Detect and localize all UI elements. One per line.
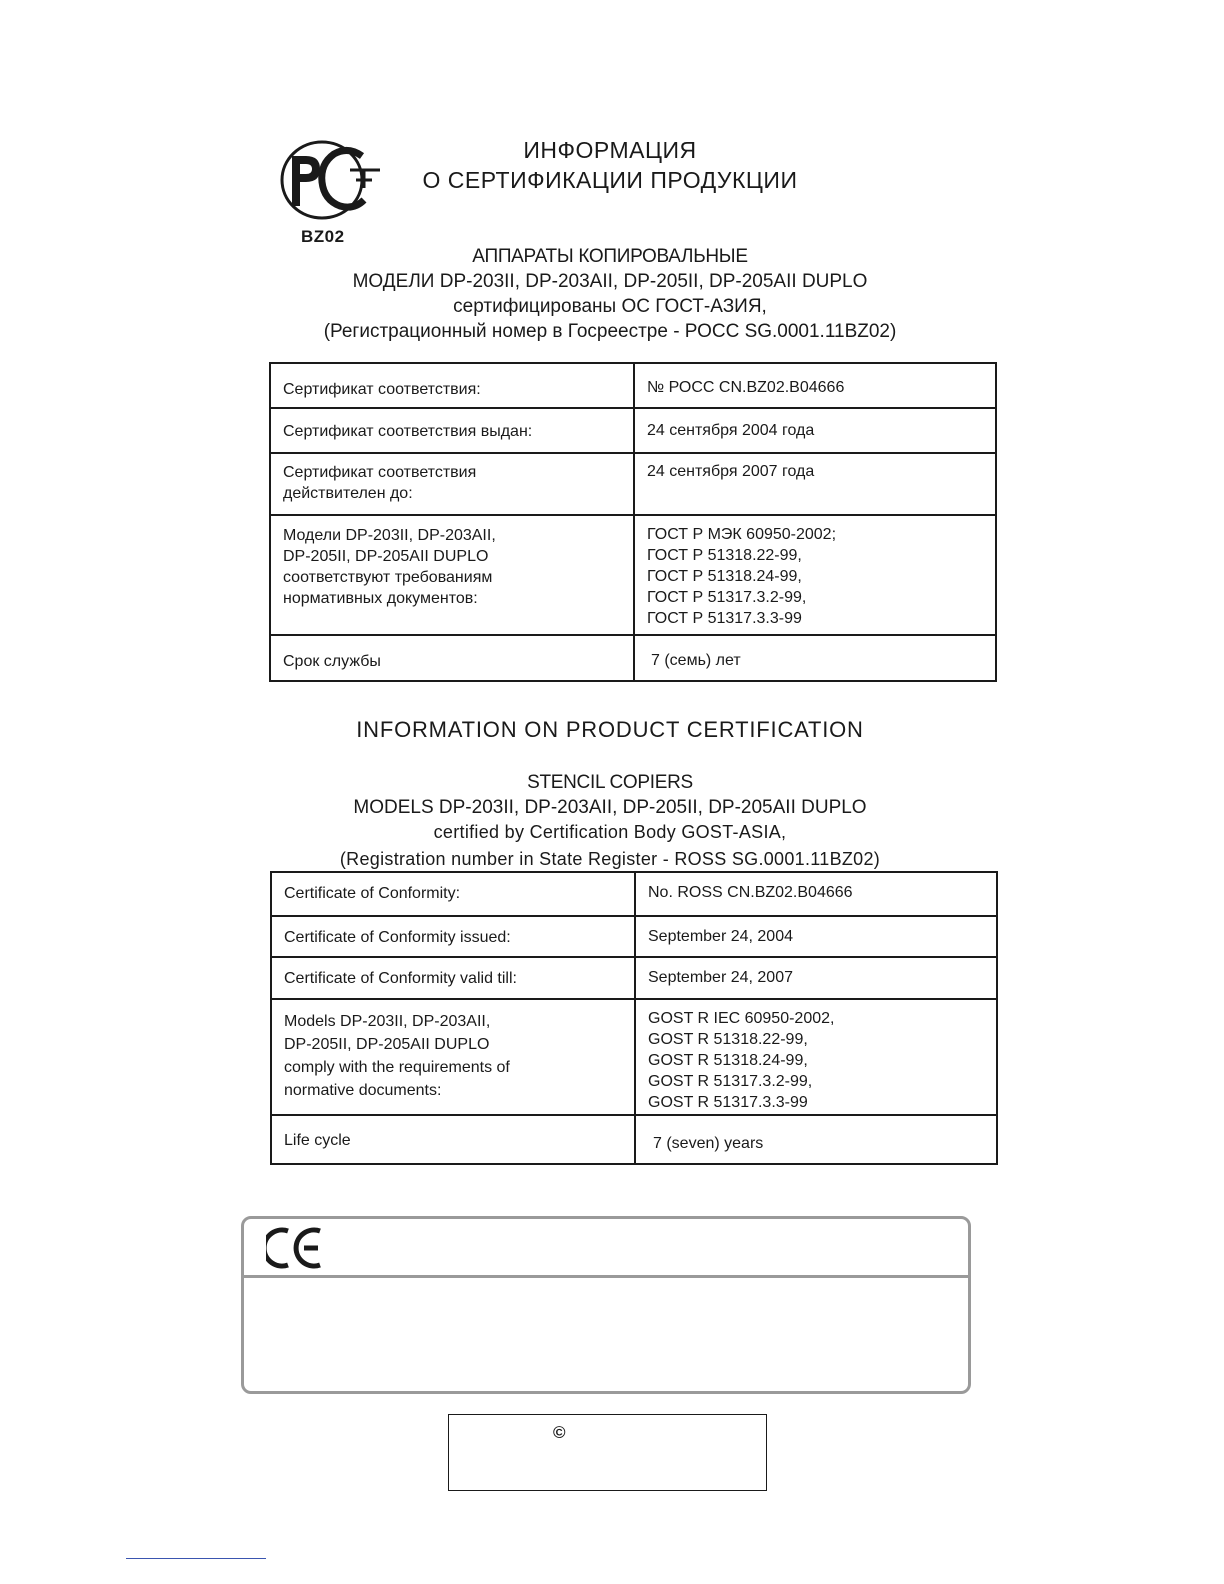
en-title: INFORMATION ON PRODUCT CERTIFICATION xyxy=(356,717,864,742)
certification-body-code: BZ02 xyxy=(301,227,345,246)
ru-registration-number: (Регистрационный номер в Госреестре - РОСС SG.0001.11BZ02) xyxy=(323,321,897,342)
table-row xyxy=(271,957,997,999)
ru-title-line1: ИНФОРМАЦИЯ xyxy=(523,137,697,163)
table-value-cell: ГОСТ Р МЭК 60950-2002; ГОСТ Р 51318.22-99, ГОСТ Р 51318.24-99, ГОСТ Р 51317.3.2-99, ГОСТ Р 51317.3.3-99 xyxy=(634,515,996,635)
table-label-cell: Certificate of Conformity issued: xyxy=(271,916,635,957)
table-row xyxy=(270,453,996,515)
en-certified-by: certified by Certification Body GOST-ASIA, xyxy=(433,822,787,842)
table-row xyxy=(271,999,997,1115)
footnote-divider xyxy=(126,1558,266,1559)
table-row xyxy=(270,515,996,635)
rst-certification-logo-icon xyxy=(276,136,386,226)
en-models: MODELS DP-203II, DP-203AII, DP-205II, DP-205AII DUPLO xyxy=(353,797,867,818)
table-value-cell: 24 сентября 2007 года xyxy=(634,453,996,515)
ru-certification-table xyxy=(269,362,997,682)
table-value-cell: No. ROSS CN.BZ02.B04666 xyxy=(635,872,997,916)
table-row xyxy=(271,872,997,916)
table-label-cell: Сертификат соответствия: xyxy=(270,363,634,408)
ru-title-line2: О СЕРТИФИКАЦИИ ПРОДУКЦИИ xyxy=(422,167,798,193)
table-row xyxy=(270,408,996,453)
table-value-cell: 7 (seven) years xyxy=(635,1115,997,1164)
table-label-cell: Life cycle xyxy=(271,1115,635,1164)
ce-box-divider xyxy=(244,1275,968,1278)
table-label-cell: Срок службы xyxy=(270,635,634,681)
table-label-cell: Models DP-203II, DP-203AII, DP-205II, DP-205AII DUPLO comply with the requirements of normative documents: xyxy=(271,999,635,1115)
en-product-type: STENCIL COPIERS xyxy=(527,772,693,793)
table-row xyxy=(271,916,997,957)
table-row xyxy=(271,1115,997,1164)
table-label-cell: Сертификат соответствия выдан: xyxy=(270,408,634,453)
table-value-cell: September 24, 2004 xyxy=(635,916,997,957)
copyright-box xyxy=(448,1414,767,1491)
table-value-cell: GOST R IEC 60950-2002, GOST R 51318.22-99, GOST R 51318.24-99, GOST R 51317.3.2-99, GOST R 51317.3.3-99 xyxy=(635,999,997,1115)
ru-certified-by: сертифицированы ОС ГОСТ-АЗИЯ, xyxy=(453,296,767,317)
ce-marking-box xyxy=(241,1216,971,1394)
ce-mark-icon xyxy=(266,1227,328,1269)
table-row xyxy=(270,363,996,408)
table-value-cell: September 24, 2007 xyxy=(635,957,997,999)
table-value-cell: 24 сентября 2004 года xyxy=(634,408,996,453)
table-row xyxy=(270,635,996,681)
copyright-symbol: © xyxy=(553,1423,566,1442)
en-registration-number: (Registration number in State Register - ROSS SG.0001.11BZ02) xyxy=(339,849,881,869)
table-label-cell: Модели DP-203II, DP-203AII, DP-205II, DP-205AII DUPLO соответствуют требованиям нормативных документов: xyxy=(270,515,634,635)
ru-models: МОДЕЛИ DP-203II, DP-203AII, DP-205II, DP-205AII DUPLO xyxy=(352,271,868,292)
table-label-cell: Certificate of Conformity valid till: xyxy=(271,957,635,999)
table-value-cell: № РОСС CN.BZ02.B04666 xyxy=(634,363,996,408)
table-label-cell: Сертификат соответствия действителен до: xyxy=(270,453,634,515)
en-certification-table xyxy=(270,871,998,1165)
table-value-cell: 7 (семь) лет xyxy=(634,635,996,681)
ru-product-type: АППАРАТЫ КОПИРОВАЛЬНЫЕ xyxy=(472,246,748,267)
table-label-cell: Certificate of Conformity: xyxy=(271,872,635,916)
